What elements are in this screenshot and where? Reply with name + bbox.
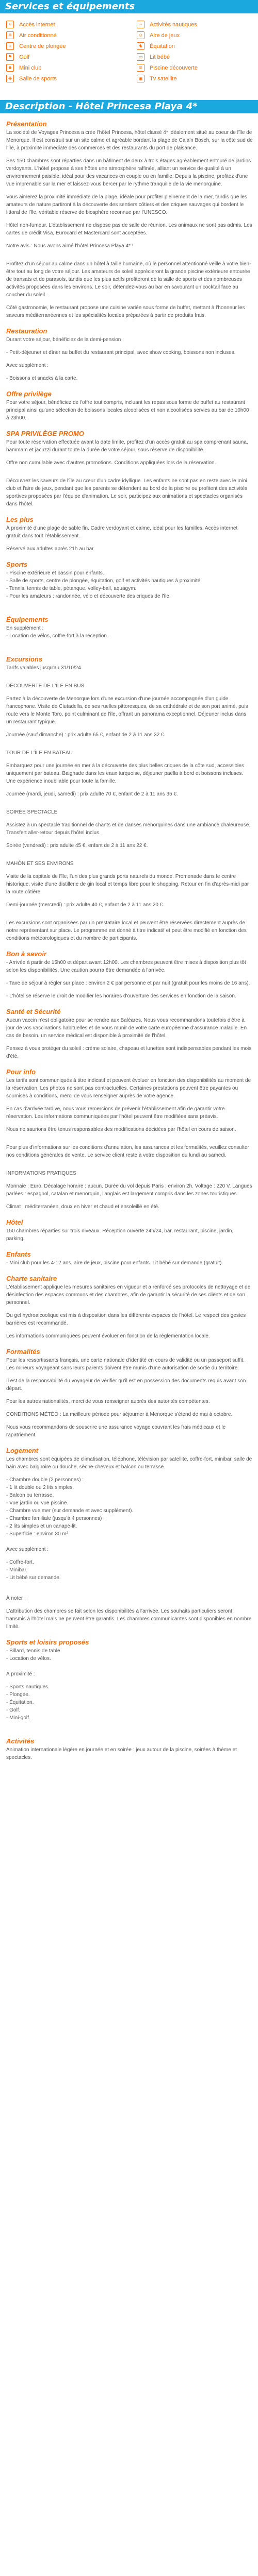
service-item [137,41,252,51]
section-paragraph: À proximité : [6,1671,35,1677]
section-heading: Sports et loisirs proposés [6,1638,89,1646]
diving-icon: ○ [6,42,14,50]
section-heading: Enfants [6,1250,31,1258]
section-heading: Santé et Sécurité [6,1008,61,1015]
list-item: - Salle de sports, centre de plongée, équitation, golf et activités nautiques à proximité. [6,578,202,584]
section-paragraph: TOUR DE L'ÎLE EN BATEAU [6,750,73,756]
section-paragraph: Hôtel non-fumeur. L'établissement ne dispose pas de salle de réunion. Les animaux ne sont pas admis. Les cartes de crédit Visa, Eurocard et Mastercard sont acceptées. [6,223,252,236]
list-item: - Chambre vue mer (sur demande et avec supplément). [6,1508,134,1514]
pool-icon: ≋ [137,64,144,72]
section-paragraph: L'attribution des chambres se fait selon les disponibilités à l'arrivée. Les souhaits particuliers seront transmis à l'hôtel mais ne peuvent être garantis. Les chambres communicantes sont disponibles en nombre limité. [6,1608,252,1630]
section-paragraph: Pour les ressortissants français, une carte nationale d'identité en cours de validité ou un passeport suffit. Les mineurs voyageant sans leurs parents doivent être munis d'une autorisation de sortie du territoire. [6,1358,245,1371]
section-heading: Activités [6,1737,35,1745]
section-paragraph: Journée (sauf dimanche) : prix adulte 65 €, enfant de 2 à 11 ans 32 €. [6,732,166,738]
section-paragraph: Pour toute réservation effectuée avant la date limite, profitez d'un accès gratuit au spa comprenant sauna, hammam et jacuzzi durant toute la durée de votre séjour, sous réserve de disponibilité. [6,439,248,453]
list-item: - Plongée. [6,1692,30,1698]
baby-bed-icon: ▭ [137,53,144,61]
service-item [137,20,252,29]
wifi-icon: ≈ [6,21,14,28]
section-list [6,1683,253,1730]
service-label: Aire de jeux [150,32,180,39]
section-paragraph: Pour votre séjour, bénéficiez de l'offre tout compris, incluant les repas sous forme de buffet au restaurant principal ainsi qu'une sélection de boissons locales alcoolisées et non alcoolisées servies au bar de 10h00 à 23h00. [6,400,249,421]
section-paragraph: Embarquez pour une journée en mer à la découverte des plus belles criques de la côte sud, accessibles uniquement par bateau. Baignade dans les eaux turquoise, déjeuner paëlla à bord et boissons incluses. Une expérience inoubliable pour toute la famille. [6,763,244,784]
section-heading: Excursions [6,655,43,663]
section-paragraph: Climat : méditerranéen, doux en hiver et chaud et ensoleillé en été. [6,1204,159,1210]
section-paragraph: L'établissement applique les mesures sanitaires en vigueur et a renforcé ses protocoles de nettoyage et de désinfection des espaces communs et des chambres, afin de garantir la sécurité de ses clients et de son personnel. [6,1284,251,1306]
section-heading: Pour info [6,1068,36,1076]
section-heading: Logement [6,1447,39,1454]
section-paragraph: - Arrivée à partir de 15h00 et départ avant 12h00. Les chambres peuvent être mises à disposition plus tôt selon les disponibilités. Une caution pourra être demandée à l'arrivée. [6,960,246,973]
snowflake-icon: ❄ [6,31,14,39]
gym-icon: ✚ [6,75,14,82]
section-heading: Restauration [6,327,47,335]
mini-club-icon: ☻ [6,64,14,72]
section-paragraph: Journée (mardi, jeudi, samedi) : prix adulte 70 €, enfant de 2 à 11 ans 35 €. [6,791,178,797]
section-paragraph: Pour les autres nationalités, merci de vous renseigner auprès des autorités compétentes. [6,1399,210,1404]
list-item: - 1 lit double ou 2 lits simples. [6,1485,74,1490]
section-paragraph: Profitez d'un séjour au calme dans un hôtel à taille humaine, où le personnel attentionné veille à votre bien-être tout au long de votre séjour. Les amateurs de soleil apprécieront la grande piscine extérieure entourée de transats et de parasols, tandis que les plus actifs profiteront de la salle de sports et des nombreuses activités proposées dans les environs. Le soir, détendez-vous au bar en savourant un cocktail face au coucher du soleil. [6,261,251,298]
section-paragraph: INFORMATIONS PRATIQUES [6,1171,76,1176]
service-label: Tv satellite [150,75,177,82]
list-item: - Lit bébé sur demande. [6,1575,61,1581]
golf-icon: ⚑ [6,53,14,61]
section-paragraph: Tarifs valables jusqu'au 31/10/24. [6,665,83,671]
section-paragraph: À noter : [6,1596,26,1601]
section-heading: Offre privilège [6,390,52,398]
service-label: Équitation [150,43,175,49]
section-paragraph: Avec supplément : [6,1547,49,1552]
section-paragraph: À proximité d'une plage de sable fin. Cadre verdoyant et calme, idéal pour les familles. Accès internet gratuit dans tout l'établissement. [6,526,238,539]
description-title: Description - Hôtel Princesa Playa 4* [0,100,258,113]
list-item: - Golf. [6,1707,21,1713]
list-item: - Coffre-fort. [6,1560,34,1565]
list-item: - Chambre double (2 personnes) : [6,1477,84,1483]
list-item: - Balcon ou terrasse. [6,1493,54,1498]
service-label: Accès internet [19,21,55,28]
service-label: Piscine découverte [150,64,198,71]
list-item: - Pour les amateurs : randonnée, vélo et découverte des criques de l'île. [6,594,171,599]
section-paragraph: En cas d'arrivée tardive, nous vous remercions de prévenir l'établissement afin de garantir votre réservation. Les informations communiquées par l'hôtel peuvent être modifiées sans préavis. [6,1106,225,1120]
section-paragraph: Notre avis : Nous avons aimé l'hôtel Princesa Playa 4* ! [6,243,134,249]
section-paragraph: Partez à la découverte de Menorque lors d'une excursion d'une journée accompagnée d'un guide francophone. Visite de Ciutadella, de ses ruelles pittoresques, de sa cathédrale et de son port animé, puis route vers le Monte Toro, point culminant de l'île, offrant un panorama exceptionnel. Déjeuner inclus dans un restaurant typique. [6,696,248,725]
section-list [6,1476,253,1546]
section-heading: Les plus [6,516,34,523]
section-paragraph: Durant votre séjour, bénéficiez de la demi-pension : [6,337,124,343]
list-item: - Vue jardin ou vue piscine. [6,1500,69,1506]
horse-icon: ♞ [137,42,144,50]
section-heading: Présentation [6,120,47,128]
section-paragraph: Pensez à vous protéger du soleil : crème solaire, chapeau et lunettes sont indispensables pendant les mois d'été. [6,1046,252,1059]
section-paragraph: - Mini club pour les 4-12 ans, aire de jeux, piscine pour enfants. Lit bébé sur demande (gratuit). [6,1260,223,1266]
service-item [6,52,121,62]
section-paragraph: Offre non cumulable avec d'autres promotions. Conditions appliquées lors de la réservation. [6,460,216,466]
list-item: - Superficie : environ 30 m². [6,1531,70,1537]
description-content [0,113,258,1761]
service-item [6,30,121,40]
section-paragraph: Aucun vaccin n'est obligatoire pour se rendre aux Baléares. Nous vous recommandons toutefois d'être à jour de vos vaccinations habituelles et de vous munir de votre carte européenne d'assurance maladie. En cas de besoin, un service médical est disponible à proximité de l'hôtel. [6,1018,247,1039]
section-list [6,1558,253,1589]
list-item: - Tennis, tennis de table, pétanque, volley-ball, aquagym. [6,586,137,591]
service-label: Lit bébé [150,54,170,60]
service-item [137,74,252,83]
services-title: Services et équipements [0,0,258,13]
section-paragraph: Nous ne saurions être tenus responsables des modifications décidées par l'hôtel en cours de saison. [6,1127,236,1132]
section-paragraph: Vous aimerez la proximité immédiate de la plage, idéale pour profiter pleinement de la mer, tandis que les amateurs de nature partiront à la découverte des sentiers côtiers et des criques sauvages qui bordent le littoral de l'île, véritable réserve de biosphère reconnue par l'UNESCO. [6,194,247,215]
section-heading: Hôtel [6,1218,23,1226]
list-item: - Piscine extérieure et bassin pour enfants. [6,570,104,576]
section-paragraph: Les tarifs sont communiqués à titre indicatif et peuvent évoluer en fonction des disponibilités au moment de la réservation. Les photos ne sont pas contractuelles. Certaines prestations peuvent être payantes ou soumises à conditions, merci de vous renseigner auprès de votre agence. [6,1078,251,1099]
section-paragraph: Avec supplément : [6,363,49,368]
section-paragraph: Demi-journée (mercredi) : prix adulte 40 €, enfant de 2 à 11 ans 20 €. [6,902,165,908]
list-item: - Billard, tennis de table. [6,1648,62,1654]
service-label: Mini club [19,64,42,71]
section-paragraph: - Boissons et snacks à la carte. [6,376,78,381]
section-paragraph: Pour plus d'informations sur les conditions d'annulation, les assurances et les formalités, veuillez consulter nos conditions générales de vente. Le service client reste à votre disposition du lundi au samedi. [6,1145,249,1158]
list-item: - Chambre familiale (jusqu'à 4 personnes) : [6,1516,105,1521]
list-item: - Sports nautiques. [6,1684,50,1690]
service-item [137,63,252,73]
section-paragraph: - L'hôtel se réserve le droit de modifier les horaires d'ouverture des services en fonction de la saison. [6,993,236,999]
section-paragraph: Réservé aux adultes après 21h au bar. [6,546,95,552]
boat-icon: ~ [137,21,144,28]
section-paragraph: Soirée (vendredi) : prix adulte 45 €, enfant de 2 à 11 ans 22 €. [6,843,148,849]
section-paragraph: - Petit-déjeuner et dîner au buffet du restaurant principal, avec show cooking, boissons non incluses. [6,350,236,355]
list-item: - Location de vélos, coffre-fort à la réception. [6,633,108,639]
service-item [137,52,252,62]
section-paragraph: Ses 150 chambres sont réparties dans un bâtiment de deux à trois étages agréablement entouré de jardins verdoyants. L'hôtel propose à ses hôtes une atmosphère raffinée, alliant un service de qualité à un environnement paisible, idéal pour des vacances en couple ou en famille. Depuis la piscine, profitez d'une vue imprenable sur la mer et laissez-vous bercer par le rythme tranquille de la vie menorquine. [6,158,251,187]
section-heading: Bon à savoir [6,950,47,958]
section-list [6,569,253,608]
section-paragraph: La société de Voyages Princesa a crée l'hôtel Princesa, hôtel classé 4* idéalement situé au coeur de l'île de Menorque. Il est construit sur un site calme et agréable bordant la plage de Cala'n Bosch, sur la côte sud de l'île, à proximité immédiate des commerces et des restaurants du port de plaisance. [6,130,253,151]
section-paragraph: Les informations communiquées peuvent évoluer en fonction de la réglementation locale. [6,1333,210,1339]
service-label: Activités nautiques [150,21,197,28]
service-item [6,20,121,29]
section-paragraph: DÉCOUVERTE DE L'ÎLE EN BUS [6,683,85,689]
section-paragraph: Côté gastronomie, le restaurant propose une cuisine variée sous forme de buffet, mettant à l'honneur les saveurs méditerranéennes et les spécialités locales préparées à partir de produits frais. [6,305,245,318]
services-grid [0,13,258,83]
section-paragraph: CONDITIONS MÉTÉO : La meilleure période pour séjourner à Menorque s'étend de mai à octobre. [6,1412,233,1417]
section-heading: Sports [6,561,28,568]
section-heading: SPA PRIVILÈGE PROMO [6,430,84,437]
section-paragraph: Monnaie : Euro. Décalage horaire : aucun. Durée du vol depuis Paris : environ 2h. Voltage : 220 V. Langues parlées : espagnol, catalan et menorquin, l'anglais est largement compris dans les zones touristiques. [6,1183,252,1197]
tv-icon: ▣ [137,75,144,82]
service-label: Golf [19,54,30,60]
service-label: Air conditionné [19,32,57,39]
list-item: - Location de vélos. [6,1656,51,1662]
section-paragraph: 150 chambres réparties sur trois niveaux. Réception ouverte 24h/24, bar, restaurant, piscine, jardin, parking. [6,1228,234,1242]
section-list [6,1647,253,1670]
service-item [6,41,121,51]
list-item: - Minibar. [6,1567,28,1573]
service-item [6,74,121,83]
section-paragraph: Il est de la responsabilité du voyageur de vérifier qu'il est en possession des documents requis avant son départ. [6,1378,246,1392]
section-heading: Charte sanitaire [6,1275,57,1282]
section-paragraph: SOIRÉE SPECTACLE [6,809,58,815]
section-paragraph: Du gel hydroalcoolique est mis à disposition dans les différents espaces de l'hôtel. Le respect des gestes barrières est recommandé. [6,1313,246,1326]
service-label: Centre de plongée [19,43,66,49]
service-label: Salle de sports [19,75,57,82]
list-item: - Mini-golf. [6,1715,30,1721]
section-heading: Formalités [6,1348,40,1355]
list-item: En supplément : [6,625,44,631]
service-item [6,63,121,73]
section-list [6,624,253,648]
section-paragraph: Animation internationale légère en journée et en soirée : jeux autour de la piscine, soirées à thème et spectacles. [6,1747,237,1760]
section-paragraph: MAHÓN ET SES ENVIRONS [6,861,74,867]
list-item: - Équitation. [6,1700,34,1705]
service-item [137,30,252,40]
playground-icon: ☺ [137,31,144,39]
section-paragraph: Découvrez les saveurs de l'île au cœur d'un cadre idyllique. Les enfants ne sont pas en reste avec le mini club et l'aire de jeux, pendant que les parents se détendent au bord de la piscine ou profitent des activités sportives proposées par l'équipe d'animation. Le soir, participez aux animations et spectacles organisés dans l'hôtel. [6,478,248,507]
section-paragraph: Les chambres sont équipées de climatisation, téléphone, télévision par satellite, coffre-fort, minibar, salle de bain avec baignoire ou douche, sèche-cheveux et balcon ou terrasse. [6,1456,252,1470]
section-paragraph: Assistez à un spectacle traditionnel de chants et de danses menorquines dans une ambiance chaleureuse. Transfert aller-retour depuis l'hôtel inclus. [6,822,251,836]
section-paragraph: Les excursions sont organisées par un prestataire local et peuvent être réservées directement auprès de notre représentant sur place. Le programme est donné à titre indicatif et peut être modifié en fonction des conditions météorologiques et du nombre de participants. [6,920,247,941]
section-heading: Équipements [6,616,49,623]
section-paragraph: Nous vous recommandons de souscrire une assurance voyage couvrant les frais médicaux et le rapatriement. [6,1425,226,1438]
section-paragraph: - Taxe de séjour à régler sur place : environ 2 € par personne et par nuit (gratuit pour les moins de 16 ans). [6,980,250,986]
list-item: - 2 lits simples et un canapé-lit. [6,1523,77,1529]
section-paragraph: Visite de la capitale de l'île, l'un des plus grands ports naturels du monde. Promenade dans le centre historique, visite d'une distillerie de gin local et temps libre pour le shopping. Retour en fin d'après-midi par la route côtière. [6,874,249,895]
